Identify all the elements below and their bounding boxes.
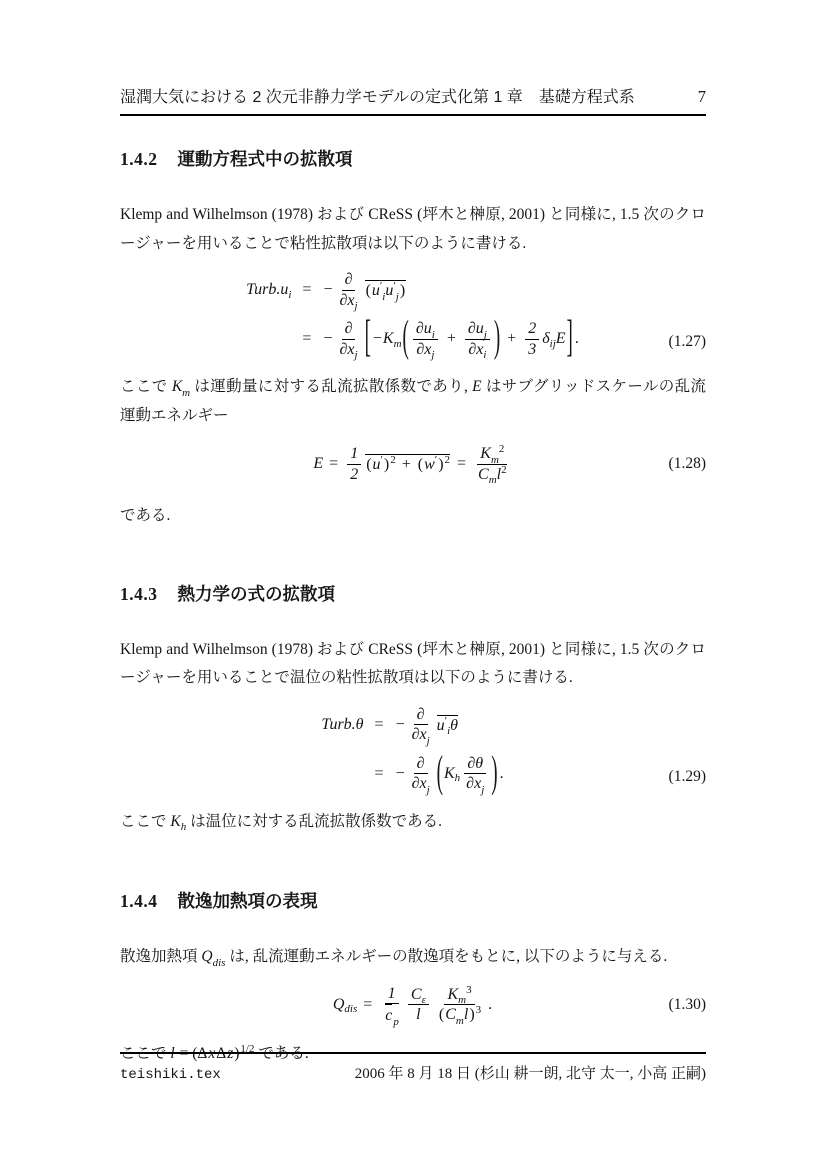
footer-date-authors: 2006 年 8 月 18 日 (杉山 耕一朗, 北守 太一, 小高 正嗣) (354, 1066, 706, 1082)
paragraph-s143-intro: Klemp and Wilhelmson (1978) および CReSS (坪木と榊原, 2001) と同様に, 1.5 次のクロージャーを用いることで温位の粘性拡散項は以下のように書ける. (120, 640, 706, 687)
equation-relation: = (302, 281, 312, 299)
section-heading-142 (120, 146, 706, 171)
equation-body: E = $\frac{1}{2}$ ( u ′ ) 2 + ( w ′ ) 2 = K m 2 C m l 2 (313, 443, 507, 487)
equation-1-30 (120, 984, 706, 1026)
section-heading-143 (120, 581, 706, 606)
equation-1-28 (120, 443, 706, 487)
paragraph-s142-intro: Klemp and Wilhelmson (1978) および CReSS (坪木と榊原, 2001) と同様に, 1.5 次のクロージャーを用いることで粘性拡散項は以下のように書ける. (120, 206, 706, 252)
page-header (120, 84, 706, 116)
equation-number: (1.28) (668, 455, 706, 473)
header-chapter-title: 基礎方程式系 (538, 89, 635, 106)
equation-relation: = (302, 330, 312, 348)
equation-number: (1.29) (668, 767, 706, 785)
header-chapter: 第 1 章 (473, 89, 523, 106)
section-number: 1.4.3 (120, 583, 158, 604)
equation-lhs: Turb.u i (246, 281, 292, 301)
header-page-number: 7 (697, 87, 706, 106)
equation-1-27 (120, 270, 706, 363)
section-heading-144 (120, 888, 706, 913)
equation-rhs-line2: − ∂ ∂x j ( K h ∂θ ∂x j ) . (395, 747, 504, 798)
equation-number: (1.30) (668, 995, 706, 1013)
equation-number: (1.27) (668, 333, 706, 351)
page-content (120, 0, 706, 1068)
paragraph-km: ここで $K_m$ は運動量に対する乱流拡散係数であり, E はサブグリッドスケールの乱流運動エネルギー (120, 378, 706, 424)
paragraph-kh: ここで $K_h$ は温位に対する乱流拡散係数である. (120, 812, 442, 834)
equation-rhs-line1: − ∂ ∂x j ( u ′ i u ′ j ) (323, 271, 406, 313)
equation-align (246, 270, 580, 363)
equation-lhs: Turb.θ (321, 715, 364, 733)
equation-relation: = (374, 764, 384, 782)
section-number: 1.4.2 (120, 149, 158, 169)
section-number: 1.4.4 (120, 891, 158, 912)
section-title: 運動方程式中の拡散項 (177, 149, 353, 169)
equation-1-29 (120, 705, 706, 798)
equation-body: Q dis = 1 c p C ε l K m 3 ( C m l ) 3 . (332, 983, 493, 1028)
equation-rhs-line1: − ∂ ∂x j u ′ i θ (395, 705, 458, 747)
header-doc-title: 湿潤大気における 2 次元非静力学モデルの定式化 (120, 89, 473, 106)
paragraph-dearu: である. (120, 507, 171, 525)
page-footer (120, 1052, 706, 1083)
paragraph-s144-intro: 散逸加熱項 $Q_{dis}$ は, 乱流運動エネルギーの散逸項をもとに, 以下のように与える. (120, 948, 668, 969)
equation-relation: = (374, 715, 384, 733)
equation-rhs-line2: − ∂ ∂x j [ − K m ( ∂u i ∂x j + ∂u j ∂x i ) + $\frac{2}{3}$ δ ij E ] . (323, 313, 579, 363)
section-title: 熱力学の式の拡散項 (177, 583, 335, 604)
equation-align (321, 705, 504, 798)
section-title: 散逸加熱項の表現 (177, 891, 318, 912)
paragraph-l: ここで $l = (\Delta x\Delta z)^{1/2}$ である. (120, 1042, 309, 1062)
footer-filename: teishiki.tex (120, 1067, 221, 1083)
